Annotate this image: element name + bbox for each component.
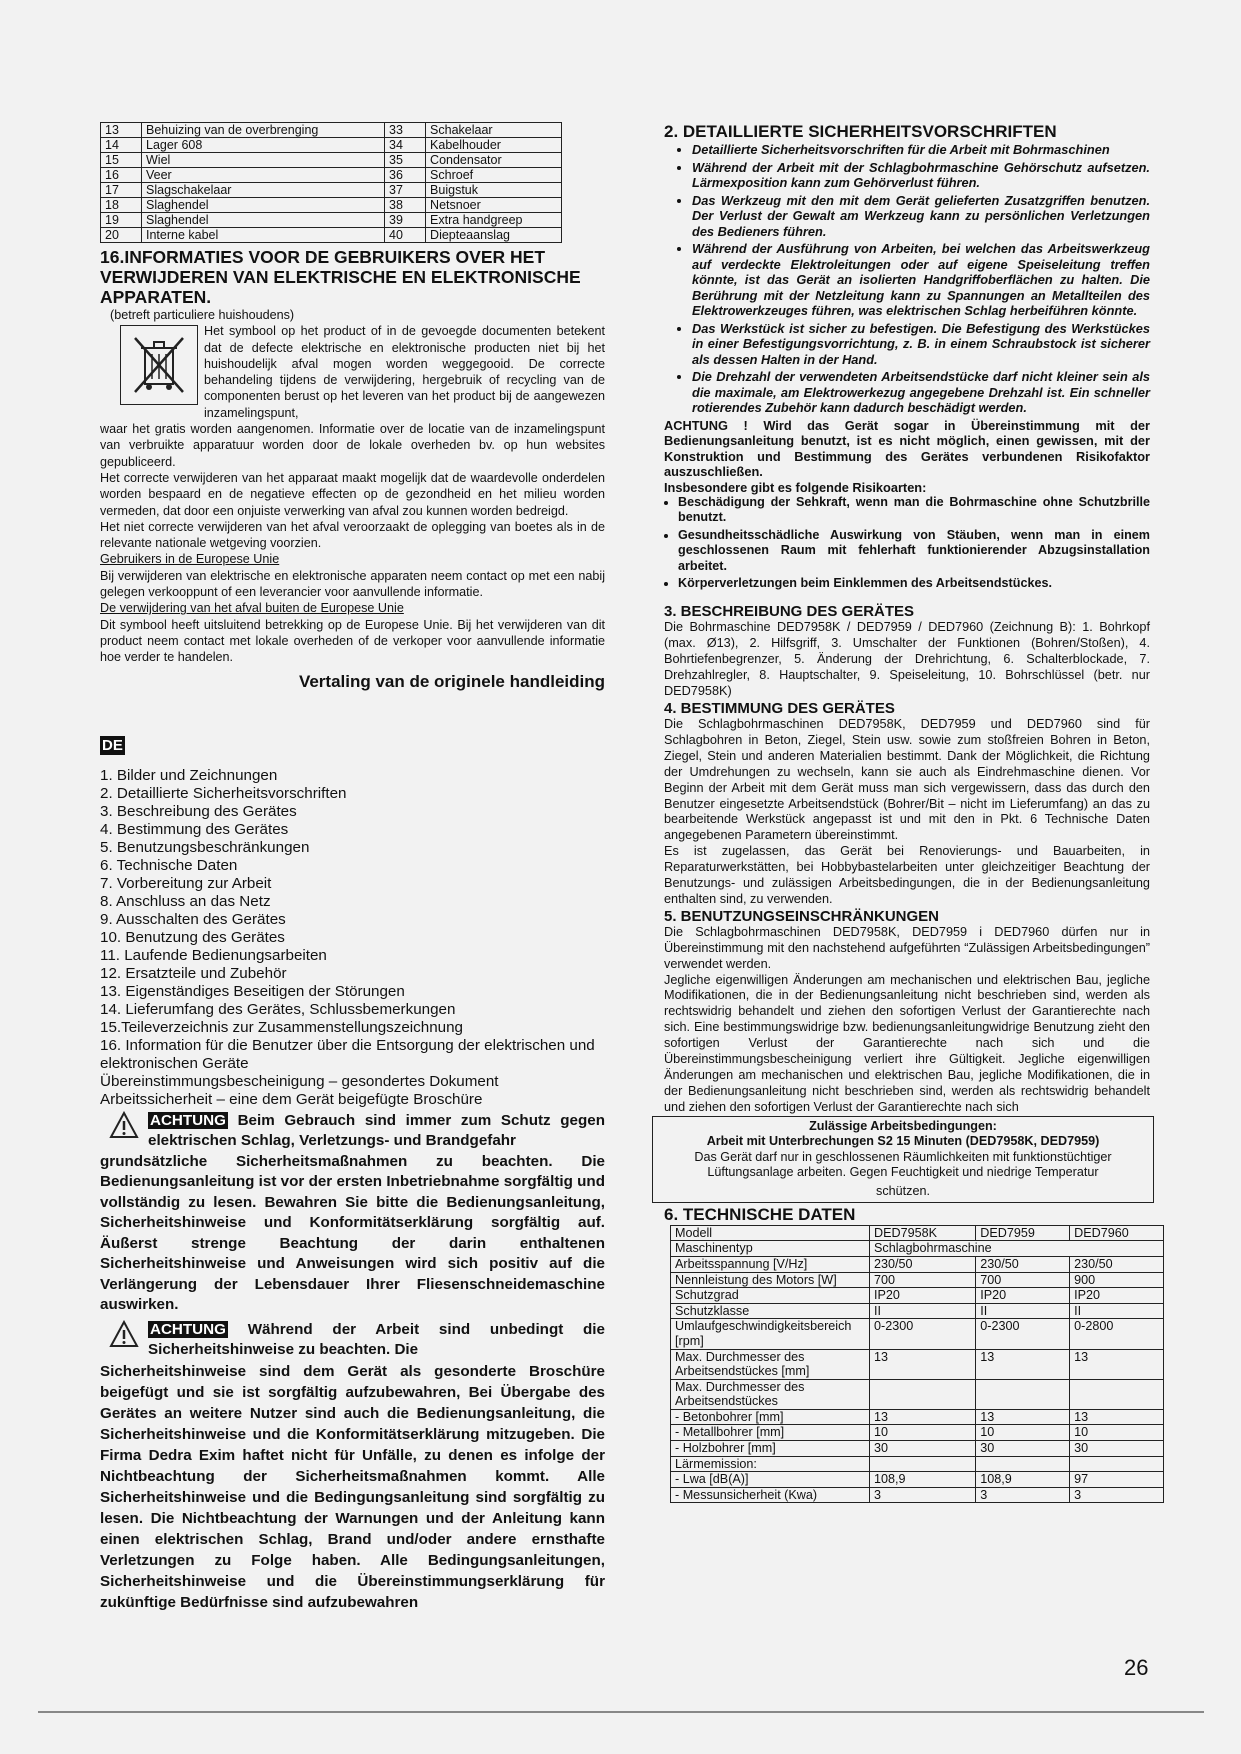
box-subtitle: Arbeit mit Unterbrechungen S2 15 Minuten (DED7958K, DED7959) bbox=[706, 1134, 1100, 1149]
safety-bullet: • Die Drehzahl der verwendeten Arbeitsendstücke darf nicht kleiner sein als die maximale, am Elektrowerkezug angegebene Drehzahl ist. Ein schneller rotierendes Zubehör kann dadurch beschädigt werden. bbox=[692, 369, 1150, 416]
parts-cell: 14 bbox=[101, 138, 142, 153]
tech-value-cell: 10 bbox=[976, 1425, 1070, 1441]
tech-label-cell: Max. Durchmesser des Arbeitsendstückes [mm] bbox=[671, 1349, 870, 1379]
footer-line bbox=[38, 1711, 1204, 1713]
toc-item: 9. Ausschalten des Gerätes bbox=[100, 910, 286, 928]
de-language-badge: DE bbox=[102, 736, 123, 754]
parts-cell: 36 bbox=[385, 168, 426, 183]
parts-cell: Slagschakelaar bbox=[142, 183, 385, 198]
tech-value-cell: 30 bbox=[1070, 1441, 1164, 1457]
tech-value-cell bbox=[1070, 1379, 1164, 1409]
tech-value-cell: II bbox=[1070, 1303, 1164, 1319]
tech-row bbox=[671, 1303, 1164, 1319]
right-column bbox=[664, 122, 1150, 1503]
tech-value-cell: 230/50 bbox=[1070, 1256, 1164, 1272]
page-number: 26 bbox=[1124, 1655, 1149, 1680]
weee-text: Het symbool op het product of in de gevoegde documenten betekent dat de defecte elektrische en elektronische producten niet bij het huishoudelijk afval mogen worden weggegooid. De correcte behandeling tijdens de verwijdering, hergebruik of recycling van de componenten berust op het leveren van het product bij de aangewezen inzamelingspunt, bbox=[204, 324, 605, 420]
section-5-text-1: Die Schlagbohrmaschinen DED7958K, DED7959 i DED7960 dürfen nur in Übereinstimmung mit den nachstehend aufgeführten “Zulässigen Arbeitsbedingungen” verwendet werden. bbox=[664, 924, 1150, 971]
parts-cell: 34 bbox=[385, 138, 426, 153]
parts-cell: 17 bbox=[101, 183, 142, 198]
tech-value-cell: 700 bbox=[976, 1272, 1070, 1288]
tech-row bbox=[671, 1241, 1164, 1257]
box-title: Zulässige Arbeitsbedingungen: bbox=[809, 1118, 997, 1133]
achtung-badge: ACHTUNG bbox=[150, 1320, 226, 1338]
tech-value-cell: 97 bbox=[1070, 1472, 1164, 1488]
parts-row bbox=[101, 123, 562, 138]
section-5-text-2: Jegliche eigenwilligen Änderungen am mechanischen und elektrischen Bau, jegliche Modifikationen, die in der Bedienungsanleitung nicht beschrieben sind, werden als rechtswidrig behandelt und ziehen den sofortigen Verlust der Garantierechte nach sich. Eine bestimmungswidrige bzw. bedienungsanleitungwidrige Benutzung zieht den sofortigen Verlust der Garantierechte nach sich und die Übereinstimmungsbescheinigung verliert ihre Gültigkeit. Jegliche eigenwilligen Änderungen am mechanischen und elektrischen Bau, jegliche Modifikationen, die in der Bedienungsanleitung nicht beschrieben sind, werden als rechtswidrig behandelt und ziehen den sofortigen Verlust der Garantierechte nach sich bbox=[664, 972, 1150, 1114]
toc-item: 4. Bestimmung des Gerätes bbox=[100, 820, 289, 838]
tech-value-cell: 13 bbox=[870, 1409, 976, 1425]
section-4-text-2: Es ist zugelassen, das Gerät bei Renovierungs- und Bauarbeiten, in Reparaturwerkstätten, bei Hobbybastelarbeiten unter gleichzeitiger Beachtung der Benutzungs- und zulässigen Arbeitsbedingungen, die in der Bedienungsanleitung enthalten sind, zu verwenden. bbox=[664, 844, 1150, 906]
crossed-bin-icon bbox=[120, 325, 198, 405]
tech-value-cell: DED7959 bbox=[976, 1225, 1070, 1241]
section-4-text-1: Die Schlagbohrmaschinen DED7958K, DED7959 und DED7960 sind für Schlagbohren in Beton, Ziegel, Stein usw. sowie zum stoßfreien Bohren in Beton, Ziegel, Stein und anderen Materialien bestimmt. Dank der Möglichkeit, die Richtung der Umdrehungen zu wechseln, kann sie auch als Eindrehmaschine dienen. Vor Beginn der Arbeit mit dem Gerät muss man sich vergewissern, dass das durch den Benutzer eingesetzte Arbeitsendstück (Bohrer/Bit – nicht im Lieferumfang) an das zu bearbeitende Werkstück angepasst ist und mit den in Pkt. 6 Technische Daten angegebenen Parametern übereinstimmt. bbox=[664, 716, 1150, 843]
section-2-bullets bbox=[664, 142, 1150, 416]
section-2-achtung: ACHTUNG ! Wird das Gerät sogar in Übereinstimmung mit der Bedienungsanleitung benutzt, ist es nicht möglich, einen gewissen, mit der Konstruktion und Bestimmung des Gerätes verbundenen Risikofaktor auszuschließen. bbox=[664, 417, 1150, 479]
nl-paragraph-2: Het correcte verwijderen van het apparaat maakt mogelijk dat de waardevolle onderdelen worden bespaard en de negatieve effecten op de gezondheid en het milieu worden vermeden, dat door een onjuiste verwerking van afval zou kunnen worden bedreigd. bbox=[100, 470, 605, 518]
parts-cell: 35 bbox=[385, 153, 426, 168]
tech-value-cell bbox=[870, 1456, 976, 1472]
tech-label-cell: Schutzklasse bbox=[671, 1303, 870, 1319]
tech-value-cell: IP20 bbox=[870, 1288, 976, 1304]
tech-value-cell: 3 bbox=[976, 1487, 1070, 1503]
tech-label-cell: Schutzgrad bbox=[671, 1288, 870, 1304]
tech-label-cell: Nennleistung des Motors [W] bbox=[671, 1272, 870, 1288]
parts-cell: 13 bbox=[101, 123, 142, 138]
warning-2 bbox=[100, 1320, 605, 1361]
toc-item: 3. Beschreibung des Gerätes bbox=[100, 802, 297, 820]
tech-value-cell: 3 bbox=[1070, 1487, 1164, 1503]
toc-item: Arbeitssicherheit – eine dem Gerät beigefügte Broschüre bbox=[100, 1090, 483, 1108]
weee-block bbox=[120, 323, 605, 421]
tech-label-cell: - Holzbohrer [mm] bbox=[671, 1441, 870, 1457]
tech-value-cell bbox=[976, 1456, 1070, 1472]
safety-bullet: • Das Werkstück ist sicher zu befestigen. Die Befestigung des Werkstückes in einer Befestigungsvorrichtung, z. B. in einem Schraubstock ist sicherer als dessen Halten in der Hand. bbox=[692, 321, 1150, 368]
nl-paragraph-1: waar het gratis worden aangenomen. Informatie over de locatie van de inzamelingspunt van verbruikte apparatuur worden door de lokale overheden bv. op hun websites gepubliceerd. bbox=[100, 422, 605, 469]
nl-paragraph-3: Het niet correcte verwijderen van het afval veroorzaakt de oplegging van boetes als in de relevante nationale wetgeving voorzien. bbox=[100, 519, 605, 551]
non-eu-title: De verwijdering van het afval buiten de Europese Unie bbox=[100, 601, 404, 616]
section-4-title: 4. BESTIMMUNG DES GERÄTES bbox=[664, 699, 895, 717]
non-eu-text: Dit symbool heeft uitsluitend betrekking op de Europese Unie. Bij het verwijderen van dit product neem contact met lokale overheden of de verkoper voor aanvullende informatie hoe verder te handelen. bbox=[100, 617, 605, 665]
toc-item: 13. Eigenständiges Beseitigen der Störungen bbox=[100, 982, 405, 1000]
eu-users-text: Bij verwijderen van elektrische en elektronische apparaten neem contact op met een nabij gelegen verkooppunt of een leverancier voor aanvullende informatie. bbox=[100, 568, 605, 600]
tech-label-cell: - Betonbohrer [mm] bbox=[671, 1409, 870, 1425]
tech-value-cell: 30 bbox=[870, 1441, 976, 1457]
tech-value-cell bbox=[1070, 1456, 1164, 1472]
parts-cell: Slaghendel bbox=[142, 213, 385, 228]
parts-cell: 18 bbox=[101, 198, 142, 213]
parts-cell: Schroef bbox=[426, 168, 562, 183]
section-3-title: 3. BESCHREIBUNG DES GERÄTES bbox=[664, 603, 915, 621]
risk-intro: Insbesondere gibt es folgende Risikoarten: bbox=[664, 479, 927, 495]
households-note: (betreft particuliere huishoudens) bbox=[110, 308, 295, 322]
parts-cell: 19 bbox=[101, 213, 142, 228]
section-5-title: 5. BENUTZUNGSEINSCHRÄNKUNGEN bbox=[664, 907, 940, 925]
parts-cell: 38 bbox=[385, 198, 426, 213]
parts-cell: 20 bbox=[101, 228, 142, 243]
tech-row bbox=[671, 1409, 1164, 1425]
tech-row bbox=[671, 1288, 1164, 1304]
safety-bullet: • Während der Ausführung von Arbeiten, bei welchen das Arbeitswerkzeug auf verdeckte Elektroleitungen oder auf eigene Speiseleitung treffen könnte, ist das Gerät an isolierten Handgriffoberflächen zu halten. Die Berührung mit der Netzleitung kann zu Spannungen an Metallteilen des Elektrowerkzeuges führen, was elektrischen Schlag herbeiführen könnte. bbox=[692, 241, 1150, 319]
tech-label-cell: Max. Durchmesser des Arbeitsendstückes bbox=[671, 1379, 870, 1409]
warning-1-text: grundsätzliche Sicherheitsmaßnahmen zu beachten. Die Bedienungsanleitung ist vor der ersten Inbetriebnahme sorgfältig und vollständig zu lesen. Bewahren Sie bitte die Bedienungsanleitung, Sicherheitshinweise und Konformitätserklärung sorgfältig auf. Äußerst strenge Beachtung der darin enthaltenen Sicherheitshinweise und Anweisungen wird sich positiv auf die Verlängerung der Lebensdauer Ihrer Fliesenschneidemaschine auswirken. bbox=[100, 1152, 605, 1314]
tech-row bbox=[671, 1472, 1164, 1488]
toc-item: Übereinstimmungsbescheinigung – gesondertes Dokument bbox=[100, 1072, 499, 1090]
tech-value-cell: 230/50 bbox=[976, 1256, 1070, 1272]
warning-1 bbox=[100, 1111, 605, 1152]
parts-cell: Buigstuk bbox=[426, 183, 562, 198]
warning-1-first: Beim Gebrauch sind immer zum Schutz gegen elektrischen Schlag, Verletzungs- und Brandgefahr bbox=[148, 1111, 605, 1150]
parts-cell: Lager 608 bbox=[142, 138, 385, 153]
tech-value-cell: 13 bbox=[1070, 1409, 1164, 1425]
tech-label-cell: - Lwa [dB(A)] bbox=[671, 1472, 870, 1488]
tech-value-cell bbox=[976, 1379, 1070, 1409]
parts-cell: Condensator bbox=[426, 153, 562, 168]
tech-label-cell: Umlaufgeschwindigkeitsbereich [rpm] bbox=[671, 1319, 870, 1349]
tech-label-cell: Lärmemission: bbox=[671, 1456, 870, 1472]
tech-value-cell: II bbox=[870, 1303, 976, 1319]
tech-label-cell: - Metallbohrer [mm] bbox=[671, 1425, 870, 1441]
parts-cell: Slaghendel bbox=[142, 198, 385, 213]
parts-row bbox=[101, 153, 562, 168]
toc-item: 12. Ersatzteile und Zubehör bbox=[100, 964, 287, 982]
tech-label-cell: - Messunsicherheit (Kwa) bbox=[671, 1487, 870, 1503]
safety-bullet: • Detaillierte Sicherheitsvorschriften für die Arbeit mit Bohrmaschinen bbox=[692, 142, 1150, 158]
parts-cell: 33 bbox=[385, 123, 426, 138]
tech-value-cell: 30 bbox=[976, 1441, 1070, 1457]
tech-value-cell: 13 bbox=[870, 1349, 976, 1379]
box-last: schützen. bbox=[876, 1184, 930, 1199]
toc-item: 1. Bilder und Zeichnungen bbox=[100, 766, 278, 784]
nl-heading-16: 16.INFORMATIES VOOR DE GEBRUIKERS OVER HET VERWIJDEREN VAN ELEKTRISCHE EN ELEKTRONISCHE APPARATEN. bbox=[100, 247, 581, 307]
achtung-badge: ACHTUNG bbox=[150, 1111, 226, 1129]
tech-value-cell: 230/50 bbox=[870, 1256, 976, 1272]
toc-item: 11. Laufende Bedienungsarbeiten bbox=[100, 946, 327, 964]
parts-cell: 16 bbox=[101, 168, 142, 183]
parts-cell: 37 bbox=[385, 183, 426, 198]
safety-bullet: • Das Werkzeug mit den mit dem Gerät gelieferten Zusatzgriffen benutzen. Der Verlust der Gewalt am Werkzeug kann zu persönlichen Verletzungen des Bedieners führen. bbox=[692, 193, 1150, 240]
tech-value-cell: DED7960 bbox=[1070, 1225, 1164, 1241]
tech-label-cell: Maschinentyp bbox=[671, 1241, 870, 1257]
parts-row bbox=[101, 198, 562, 213]
left-column bbox=[100, 122, 605, 1613]
toc-item: 14. Lieferumfang des Gerätes, Schlussbemerkungen bbox=[100, 1000, 456, 1018]
tech-row bbox=[671, 1425, 1164, 1441]
toc-item: 10. Benutzung des Gerätes bbox=[100, 928, 285, 946]
parts-table bbox=[100, 122, 562, 243]
parts-row bbox=[101, 183, 562, 198]
table-of-contents bbox=[100, 767, 605, 1109]
risk-list bbox=[664, 495, 1150, 591]
tech-value-cell: 3 bbox=[870, 1487, 976, 1503]
parts-cell: Kabelhouder bbox=[426, 138, 562, 153]
tech-row bbox=[671, 1456, 1164, 1472]
tech-value-cell: 10 bbox=[870, 1425, 976, 1441]
tech-value-cell: 13 bbox=[976, 1409, 1070, 1425]
parts-cell: Netsnoer bbox=[426, 198, 562, 213]
risk-item: • Beschädigung der Sehkraft, wenn man die Bohrmaschine ohne Schutzbrille benutzt. bbox=[678, 495, 1150, 526]
parts-cell: Veer bbox=[142, 168, 385, 183]
parts-row bbox=[101, 213, 562, 228]
tech-label-cell: Arbeitsspannung [V/Hz] bbox=[671, 1256, 870, 1272]
parts-cell: Behuizing van de overbrenging bbox=[142, 123, 385, 138]
risk-item: • Körperverletzungen beim Einklemmen des Arbeitsendstückes. bbox=[678, 576, 1150, 591]
tech-value-cell: IP20 bbox=[976, 1288, 1070, 1304]
tech-value-cell: 108,9 bbox=[870, 1472, 976, 1488]
parts-cell: Diepteaanslag bbox=[426, 228, 562, 243]
tech-value-cell: II bbox=[976, 1303, 1070, 1319]
tech-row bbox=[671, 1256, 1164, 1272]
tech-value-cell: Schlagbohrmaschine bbox=[870, 1241, 1164, 1257]
tech-value-cell: DED7958K bbox=[870, 1225, 976, 1241]
toc-item: 6. Technische Daten bbox=[100, 856, 238, 874]
toc-item: 2. Detaillierte Sicherheitsvorschriften bbox=[100, 784, 347, 802]
section-3-text: Die Bohrmaschine DED7958K / DED7959 / DED7960 (Zeichnung B): 1. Bohrkopf (max. Ø13), 2. Hilfsgriff, 3. Umschalter der Funktionen (Bohren/Stoßen), 4. Bohrtiefenbegrenzer, 5. Änderung der Drehrichtung, 6. Schalterblockade, 7. Drehzahlregler, 8. Hauptschalter, 9. Speiseleitung, 10. Bohrschlüssel (betr. nur DED7958K) bbox=[664, 620, 1150, 699]
parts-cell: Wiel bbox=[142, 153, 385, 168]
tech-row bbox=[671, 1225, 1164, 1241]
toc-item: 7. Vorbereitung zur Arbeit bbox=[100, 874, 272, 892]
tech-value-cell: 13 bbox=[1070, 1349, 1164, 1379]
parts-cell: Schakelaar bbox=[426, 123, 562, 138]
working-conditions-box bbox=[652, 1116, 1154, 1203]
toc-item: 5. Benutzungsbeschränkungen bbox=[100, 838, 310, 856]
toc-item: 15.Teileverzeichnis zur Zusammenstellungszeichnung bbox=[100, 1018, 463, 1036]
tech-row bbox=[671, 1441, 1164, 1457]
tech-value-cell: 0-2300 bbox=[870, 1319, 976, 1349]
tech-row bbox=[671, 1379, 1164, 1409]
risk-item: • Gesundheitsschädliche Auswirkung von Stäuben, wenn man in einem geschlossenen Raum mit fehlerhaft funktionierender Abzugsinstallation arbeitet. bbox=[678, 528, 1150, 574]
section-2-title: 2. DETAILLIERTE SICHERHEITSVORSCHRIFTEN bbox=[664, 122, 1057, 141]
tech-label-cell: Modell bbox=[671, 1225, 870, 1241]
tech-value-cell bbox=[870, 1379, 976, 1409]
box-text: Das Gerät darf nur in geschlossenen Räumlichkeiten mit funktionstüchtiger Lüftungsanlage arbeiten. Gegen Feuchtigkeit und niedrige Temperatur bbox=[694, 1149, 1112, 1179]
parts-cell: Interne kabel bbox=[142, 228, 385, 243]
warning-triangle-icon bbox=[100, 1111, 148, 1139]
warning-2-first: Während der Arbeit sind unbedingt die Sicherheitshinweise zu beachten. Die bbox=[148, 1320, 605, 1359]
parts-cell: Extra handgreep bbox=[426, 213, 562, 228]
parts-row bbox=[101, 168, 562, 183]
section-6-title: 6. TECHNISCHE DATEN bbox=[664, 1204, 856, 1224]
tech-row bbox=[671, 1349, 1164, 1379]
tech-value-cell: 0-2300 bbox=[976, 1319, 1070, 1349]
tech-value-cell: IP20 bbox=[1070, 1288, 1164, 1304]
parts-row bbox=[101, 138, 562, 153]
tech-row bbox=[671, 1319, 1164, 1349]
parts-row bbox=[101, 228, 562, 243]
tech-value-cell: 900 bbox=[1070, 1272, 1164, 1288]
translation-note: Vertaling van de originele handleiding bbox=[298, 671, 605, 691]
toc-item: 8. Anschluss an das Netz bbox=[100, 892, 271, 910]
tech-value-cell: 0-2800 bbox=[1070, 1319, 1164, 1349]
parts-cell: 15 bbox=[101, 153, 142, 168]
tech-value-cell: 10 bbox=[1070, 1425, 1164, 1441]
warning-2-text: Sicherheitshinweise sind dem Gerät als gesonderte Broschüre beigefügt und sie ist sorgfältig aufzubewahren, Bei Übergabe des Gerätes an weitere Nutzer sind auch die Bedienungsanleitung, die Sicherheitshinweise und die Konformitätserklärung mitzugeben. Die Firma Dedra Exim haftet nicht für Unfälle, zu denen es infolge der Nichtbeachtung der Sicherheitsmaßnahmen kommt. Alle Sicherheitshinweise und die Bedingungsanleitung sind sorgfältig zu lesen. Die Nichtbeachtung der Warnungen und der Anleitung kann einen elektrischen Schlag, Brand und/oder andere ernsthafte Verletzungen zu Folge haben. Alle Bedingungsanleitungen, Sicherheitshinweise und die Übereinstimmungserklärung für zukünftige Bedürfnisse sind aufzubewahren bbox=[100, 1362, 605, 1611]
technical-data-table bbox=[670, 1225, 1164, 1504]
parts-cell: 39 bbox=[385, 213, 426, 228]
warning-triangle-icon bbox=[100, 1320, 148, 1348]
parts-cell: 40 bbox=[385, 228, 426, 243]
toc-item: 16. Information für die Benutzer über die Entsorgung der elektrischen und elektronischen Geräte bbox=[100, 1036, 595, 1072]
tech-value-cell: 13 bbox=[976, 1349, 1070, 1379]
tech-row bbox=[671, 1272, 1164, 1288]
tech-value-cell: 700 bbox=[870, 1272, 976, 1288]
tech-value-cell: 108,9 bbox=[976, 1472, 1070, 1488]
safety-bullet: • Während der Arbeit mit der Schlagbohrmaschine Gehörschutz aufsetzen. Lärmexposition kann zum Gehörverlust führen. bbox=[692, 160, 1150, 191]
eu-users-title: Gebruikers in de Europese Unie bbox=[100, 552, 280, 567]
tech-row bbox=[671, 1487, 1164, 1503]
